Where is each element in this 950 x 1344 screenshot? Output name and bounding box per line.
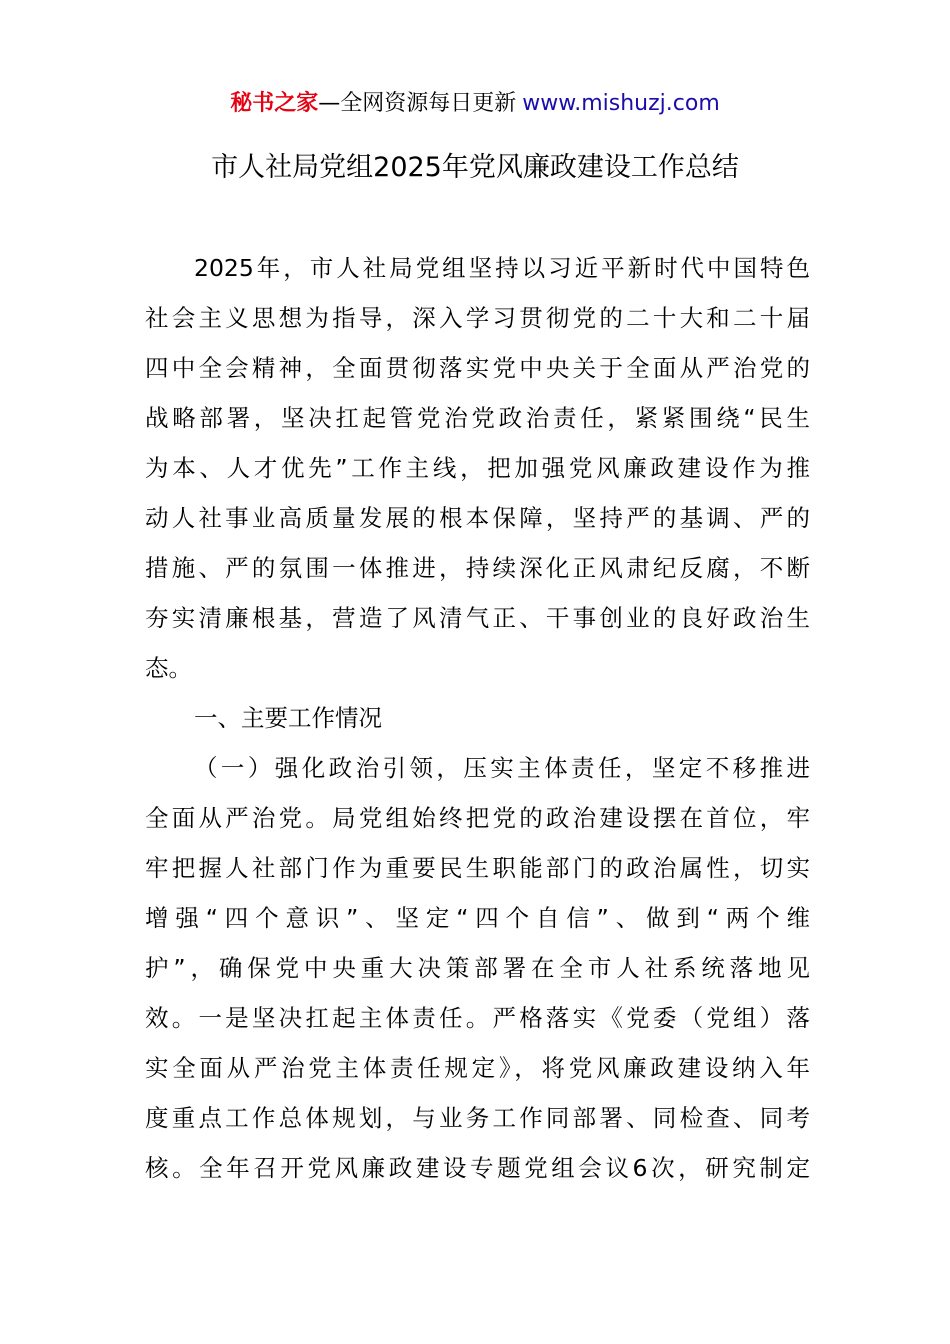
body-line: 全面从严治党。局党组始终把党的政治建设摆在首位，牢 xyxy=(145,804,810,832)
body-line: 度重点工作总体规划，与业务工作同部署、同检查、同考 xyxy=(145,1104,810,1132)
body-line: 社会主义思想为指导，深入学习贯彻党的二十大和二十届 xyxy=(145,304,810,332)
subsection-heading-line: （一）强化政治引领，压实主体责任，坚定不移推进 xyxy=(194,754,810,782)
body-line: 四中全会精神，全面贯彻落实党中央关于全面从严治党的 xyxy=(145,354,810,382)
body-line: 牢把握人社部门作为重要民生职能部门的政治属性，切实 xyxy=(145,854,810,882)
body-line: 核。全年召开党风廉政建设专题党组会议6次，研究制定 xyxy=(145,1154,810,1182)
section-heading: 一、主要工作情况 xyxy=(194,704,382,732)
body-line: 2025年，市人社局党组坚持以习近平新时代中国特色 xyxy=(194,254,810,282)
brand-name: 秘书之家 xyxy=(230,91,319,116)
body-line: 战略部署，坚决扛起管党治党政治责任，紧紧围绕“民生 xyxy=(145,404,810,432)
body-line: 为本、人才优先”工作主线，把加强党风廉政建设作为推 xyxy=(145,454,810,482)
body-line: 效。一是坚决扛起主体责任。严格落实《党委（党组）落 xyxy=(145,1004,810,1032)
site-header xyxy=(0,88,950,120)
body-line: 增强“四个意识”、坚定“四个自信”、做到“两个维 xyxy=(145,904,810,932)
header-slogan: 全网资源每日更新 xyxy=(340,91,517,116)
header-dash: — xyxy=(318,91,341,116)
body-line: 护”，确保党中央重大决策部署在全市人社系统落地见 xyxy=(145,954,810,982)
body-line: 措施、严的氛围一体推进，持续深化正风肃纪反腐，不断 xyxy=(145,554,810,582)
body-line: 动人社事业高质量发展的根本保障，坚持严的基调、严的 xyxy=(145,504,810,532)
document-body xyxy=(145,243,810,1193)
document-title: 市人社局党组2025年党风廉政建设工作总结 xyxy=(211,152,739,183)
site-url-link[interactable]: www.mishuzj.com xyxy=(522,91,720,116)
body-line: 态。 xyxy=(145,654,192,682)
body-line: 实全面从严治党主体责任规定》，将党风廉政建设纳入年 xyxy=(145,1054,810,1082)
body-line: 夯实清廉根基，营造了风清气正、干事创业的良好政治生 xyxy=(145,604,810,632)
